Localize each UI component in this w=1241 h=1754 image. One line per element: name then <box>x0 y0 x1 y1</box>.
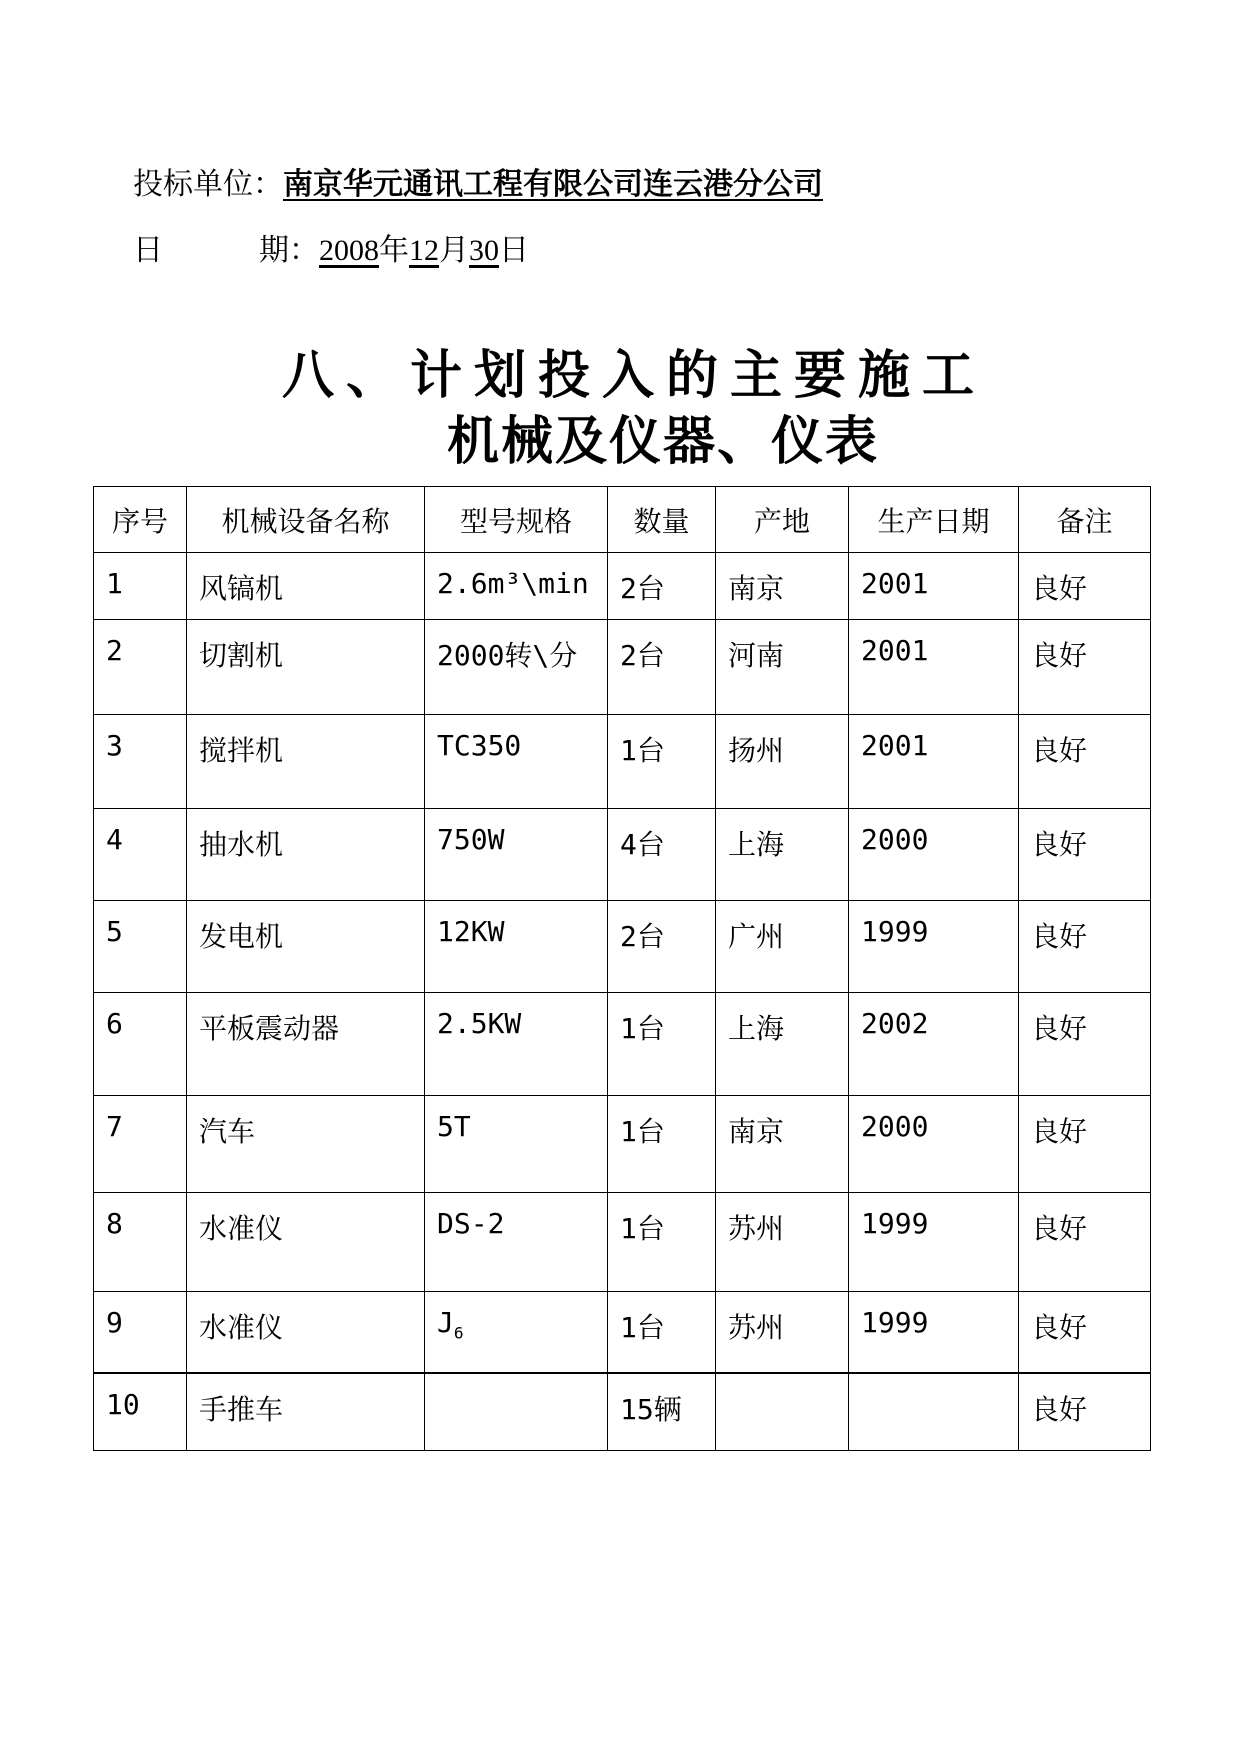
cell-no: 1 <box>94 553 187 620</box>
cell-qty: 1台 <box>608 1292 716 1373</box>
cell-no: 9 <box>94 1292 187 1373</box>
cell-name: 发电机 <box>187 901 425 993</box>
date-label-first: 日 <box>133 233 163 268</box>
cell-no: 2 <box>94 620 187 715</box>
date-day-unit: 日 <box>499 233 529 268</box>
cell-origin: 南京 <box>716 1096 849 1193</box>
cell-year: 1999 <box>849 1193 1019 1292</box>
cell-no: 10 <box>94 1373 187 1451</box>
cell-model: 5T <box>425 1096 608 1193</box>
cell-note: 良好 <box>1019 1292 1151 1373</box>
cell-name: 手推车 <box>187 1373 425 1451</box>
date-line <box>133 231 529 271</box>
cell-model-subscript: 6 <box>453 1323 464 1343</box>
column-header-date: 生产日期 <box>849 487 1019 553</box>
cell-no: 5 <box>94 901 187 993</box>
cell-model: 2000转\分 <box>425 620 608 715</box>
table-header-row <box>94 487 1151 553</box>
cell-model: DS-2 <box>425 1193 608 1292</box>
cell-name: 搅拌机 <box>187 715 425 809</box>
cell-no: 4 <box>94 809 187 901</box>
page-title-line2: 机械及仪器、仪表 <box>447 412 880 472</box>
cell-note: 良好 <box>1019 901 1151 993</box>
cell-name: 平板震动器 <box>187 993 425 1096</box>
date-day: 30 <box>469 234 499 267</box>
date-year-unit: 年 <box>379 233 409 268</box>
cell-model: 2.5KW <box>425 993 608 1096</box>
table-row <box>94 620 1151 715</box>
date-label-second: 期： <box>259 233 319 268</box>
cell-year: 1999 <box>849 1292 1019 1373</box>
cell-no: 7 <box>94 1096 187 1193</box>
cell-note: 良好 <box>1019 1193 1151 1292</box>
page-title-line1: 八、计划投入的主要施工 <box>282 346 987 406</box>
cell-year: 2001 <box>849 553 1019 620</box>
bidder-line <box>133 165 823 205</box>
cell-qty: 1台 <box>608 993 716 1096</box>
table-row <box>94 901 1151 993</box>
cell-model: 2.6m³\min <box>425 553 608 620</box>
cell-name: 水准仪 <box>187 1292 425 1373</box>
cell-note: 良好 <box>1019 715 1151 809</box>
table-row <box>94 1292 1151 1373</box>
cell-origin: 上海 <box>716 809 849 901</box>
cell-qty: 15辆 <box>608 1373 716 1451</box>
cell-qty: 1台 <box>608 1193 716 1292</box>
cell-note: 良好 <box>1019 553 1151 620</box>
cell-year: 1999 <box>849 901 1019 993</box>
cell-model: 750W <box>425 809 608 901</box>
cell-no: 6 <box>94 993 187 1096</box>
cell-origin: 河南 <box>716 620 849 715</box>
cell-note: 良好 <box>1019 1373 1151 1451</box>
date-month: 12 <box>409 234 439 267</box>
column-header-qty: 数量 <box>608 487 716 553</box>
cell-note: 良好 <box>1019 620 1151 715</box>
cell-model-main: J <box>437 1306 454 1339</box>
equipment-table <box>93 486 1151 1451</box>
cell-name: 切割机 <box>187 620 425 715</box>
cell-qty: 1台 <box>608 715 716 809</box>
cell-year: 2000 <box>849 1096 1019 1193</box>
cell-name: 汽车 <box>187 1096 425 1193</box>
table-row <box>94 809 1151 901</box>
cell-name: 风镐机 <box>187 553 425 620</box>
cell-model <box>425 1373 608 1451</box>
cell-origin: 上海 <box>716 993 849 1096</box>
column-header-model: 型号规格 <box>425 487 608 553</box>
cell-no: 3 <box>94 715 187 809</box>
cell-origin <box>716 1373 849 1451</box>
cell-origin: 苏州 <box>716 1292 849 1373</box>
cell-note: 良好 <box>1019 993 1151 1096</box>
cell-note: 良好 <box>1019 809 1151 901</box>
column-header-name: 机械设备名称 <box>187 487 425 553</box>
cell-model <box>425 1292 608 1373</box>
cell-year: 2001 <box>849 715 1019 809</box>
column-header-note: 备注 <box>1019 487 1151 553</box>
cell-origin: 扬州 <box>716 715 849 809</box>
cell-origin: 广州 <box>716 901 849 993</box>
table-row <box>94 553 1151 620</box>
cell-origin: 苏州 <box>716 1193 849 1292</box>
cell-year: 2002 <box>849 993 1019 1096</box>
cell-qty: 1台 <box>608 1096 716 1193</box>
column-header-no: 序号 <box>94 487 187 553</box>
table-row <box>94 1373 1151 1451</box>
cell-year: 2000 <box>849 809 1019 901</box>
cell-qty: 4台 <box>608 809 716 901</box>
cell-year <box>849 1373 1019 1451</box>
cell-model: TC350 <box>425 715 608 809</box>
cell-qty: 2台 <box>608 620 716 715</box>
cell-model: 12KW <box>425 901 608 993</box>
cell-name: 水准仪 <box>187 1193 425 1292</box>
bidder-company-name: 南京华元通讯工程有限公司连云港分公司 <box>283 167 823 202</box>
cell-qty: 2台 <box>608 553 716 620</box>
cell-origin: 南京 <box>716 553 849 620</box>
date-year: 2008 <box>319 234 379 267</box>
cell-note: 良好 <box>1019 1096 1151 1193</box>
bidder-label: 投标单位： <box>133 167 283 202</box>
cell-no: 8 <box>94 1193 187 1292</box>
table-row <box>94 715 1151 809</box>
cell-year: 2001 <box>849 620 1019 715</box>
table-row <box>94 1096 1151 1193</box>
table-row <box>94 993 1151 1096</box>
cell-qty: 2台 <box>608 901 716 993</box>
table-row <box>94 1193 1151 1292</box>
date-month-unit: 月 <box>439 233 469 268</box>
cell-name: 抽水机 <box>187 809 425 901</box>
column-header-origin: 产地 <box>716 487 849 553</box>
